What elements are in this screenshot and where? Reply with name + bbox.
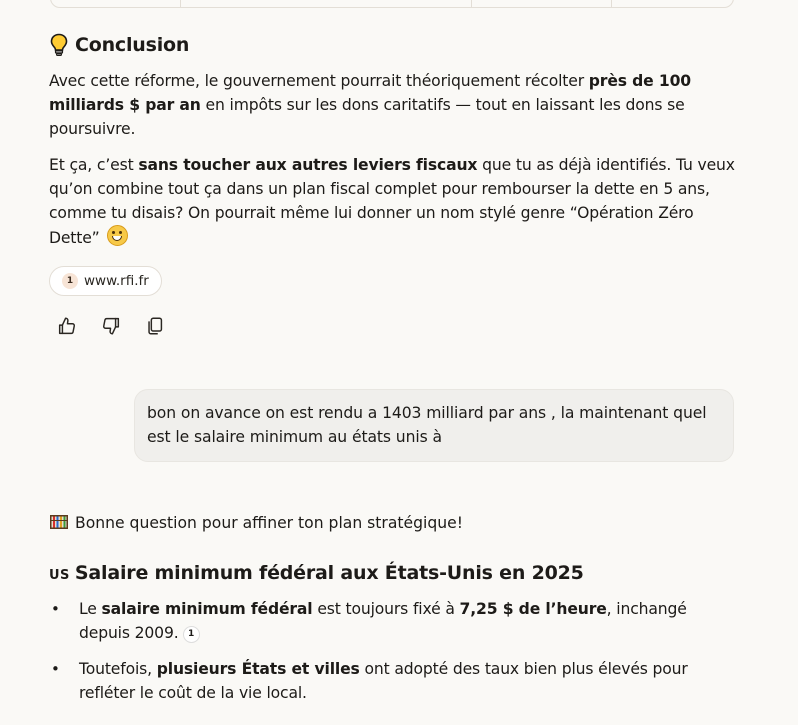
previous-table-bottom (50, 0, 734, 8)
conclusion-paragraph-2: Et ça, c’est sans toucher aux autres leviers fiscaux que tu as déjà identifiés. Tu veux qu’on combine tout ça dans un plan fiscal complet pour rembourser la dette en 5 ans, comme tu disais? On pourrait même lui donner un nom stylé genre “Opération Zéro Dette” (49, 156, 735, 247)
reply-intro (49, 511, 463, 535)
minimum-wage-list (49, 597, 739, 717)
abacus-icon (49, 514, 69, 530)
conclusion-title: Conclusion (75, 34, 190, 56)
thumbs-down-icon[interactable] (100, 315, 122, 337)
copy-icon[interactable] (144, 315, 166, 337)
user-message-bubble: bon on avance on est rendu a 1403 milliard par ans , la maintenant quel est le salaire minimum au états unis à (134, 389, 734, 462)
lightbulb-icon (49, 33, 69, 57)
thumbs-up-icon[interactable] (56, 315, 78, 337)
us-flag-label: US (49, 568, 70, 583)
minimum-wage-heading (49, 562, 584, 584)
reply-intro-text: Bonne question pour affiner ton plan stratégique! (75, 514, 463, 532)
conclusion-paragraph-1: Avec cette réforme, le gouvernement pourrait théoriquement récolter près de 100 milliards $ par an en impôts sur les dons caritatifs — tout en laissant les dons se poursuivre. (49, 72, 691, 138)
citation-number-badge: 1 (62, 273, 78, 289)
citation-badge[interactable]: 1 (183, 626, 200, 643)
conclusion-heading (49, 33, 189, 57)
grinning-face-emoji-icon (107, 225, 128, 246)
list-item: • Le salaire minimum fédéral est toujours fixé à 7,25 $ de l’heure, inchangé depuis 2009. 1 (49, 597, 739, 645)
source-chip-rfi[interactable] (49, 266, 162, 296)
message-actions (56, 315, 166, 337)
list-item: • Toutefois, plusieurs États et villes ont adopté des taux bien plus élevés pour refléter le coût de la vie local. (49, 657, 739, 705)
minimum-wage-title: Salaire minimum fédéral aux États-Unis en 2025 (74, 562, 584, 584)
source-domain: www.rfi.fr (84, 273, 149, 289)
